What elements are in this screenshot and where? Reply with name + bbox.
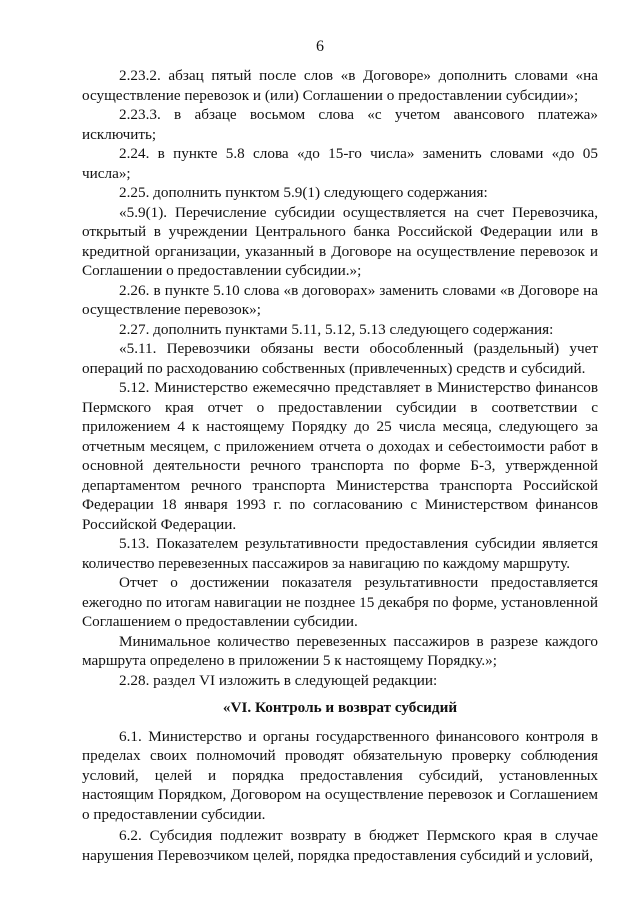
- paragraph-2-25: 2.25. дополнить пунктом 5.9(1) следующего содержания:: [119, 184, 488, 201]
- paragraph-5-11: «5.11. Перевозчики обязаны вести обособленный (раздельный) учет операций по расходованию собственных (привлеченных) средств и субсидий.: [82, 340, 598, 377]
- paragraph-5-9-1: «5.9(1). Перечисление субсидии осуществляется на счет Перевозчика, открытый в учреждении Центрального банка Российской Федерации или в кредитной организации, указанный в Договоре на осуществление перевозок и Соглашении о предоставлении субсидии.»;: [82, 203, 598, 279]
- paragraph-6-2: 6.2. Субсидия подлежит возврату в бюджет Пермского края в случае нарушения Перевозчиком целей, порядка предоставления субсидий и условий,: [82, 827, 598, 864]
- paragraph-2-23-2: 2.23.2. абзац пятый после слов «в Договоре» дополнить словами «на осуществление перевозок и (или) Соглашении о предоставлении субсидии»;: [82, 67, 598, 104]
- paragraph-2-26: 2.26. в пункте 5.10 слова «в договорах» заменить словами «в Договоре на осуществление перевозок»;: [82, 281, 598, 318]
- paragraph-5-12: 5.12. Министерство ежемесячно представляет в Министерство финансов Пермского края отчет о предоставлении субсидии в соответствии с приложением 4 к настоящему Порядку до 25 числа месяца, следующего за отчетным месяцем, с приложением отчета о доходах и себестоимости работ в основной деятельности речного транспорта по форме Б-3, утвержденной департаментом речного транспорта Министерства транспорта Российской Федерации 18 января 1993 г. по согласованию с Министерством финансов Российской Федерации.: [82, 379, 598, 533]
- paragraph-minimum-passengers: Минимальное количество перевезенных пассажиров в разрезе каждого маршрута определено в приложении 5 к настоящему Порядку.»;: [82, 632, 598, 669]
- page-number: 6: [316, 38, 324, 55]
- paragraph-2-24: 2.24. в пункте 5.8 слова «до 15-го числа» заменить словами «до 05 числа»;: [82, 145, 598, 182]
- paragraph-5-13: 5.13. Показателем результативности предоставления субсидии является количество перевезенных пассажиров за навигацию по каждому маршруту.: [82, 535, 598, 572]
- paragraph-2-23-3: 2.23.3. в абзаце восьмом слова «с учетом авансового платежа» исключить;: [82, 106, 598, 143]
- paragraph-2-28: 2.28. раздел VI изложить в следующей редакции:: [119, 671, 438, 689]
- document-body: [82, 66, 598, 865]
- paragraph-6-1: 6.1. Министерство и органы государственного финансового контроля в пределах своих полномочий проводят обязательную проверку соблюдения условий, целей и порядка предоставления субсидий, установленных настоящим Порядком, Договором на осуществление перевозок и Соглашением о предоставлении субсидии.: [82, 727, 598, 823]
- paragraph-2-27: 2.27. дополнить пунктами 5.11, 5.12, 5.13 следующего содержания:: [119, 320, 554, 338]
- paragraph-report: Отчет о достижении показателя результативности предоставляется ежегодно по итогам навигации не позднее 15 декабря по форме, установленной Соглашением о предоставлении субсидии.: [82, 574, 598, 630]
- section-title: «VI. Контроль и возврат субсидий: [222, 699, 458, 716]
